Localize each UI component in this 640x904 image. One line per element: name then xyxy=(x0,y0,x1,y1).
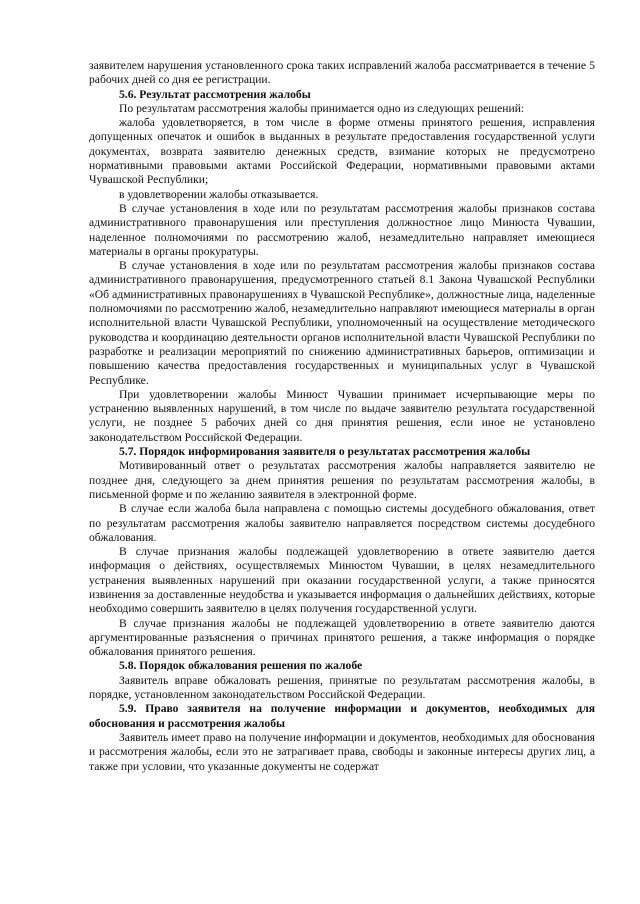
paragraph: В случае признания жалобы не подлежащей удовлетворению в ответе заявителю даются аргументированные разъяснения о причинах принятого решения, а также информация о порядке обжалования принятого решения. xyxy=(89,616,595,659)
paragraph: Заявитель имеет право на получение информации и документов, необходимых для обоснования и рассмотрения жалобы, если это не затрагивает права, свободы и законные интересы других лиц, а также при условии, что указанные документы не содержат xyxy=(89,730,595,773)
paragraph: в удовлетворении жалобы отказывается. xyxy=(119,187,319,201)
paragraph: В случае если жалоба была направлена с помощью системы досудебного обжалования, ответ по результатам рассмотрения жалобы заявителю направляется посредством системы досудебного обжалования. xyxy=(89,502,595,544)
section-heading-5-9: 5.9. Право заявителя на получение информации и документов, необходимых для обоснования и рассмотрения жалобы xyxy=(89,702,595,730)
paragraph: Заявитель вправе обжаловать решения, принятые по результатам рассмотрения жалобы, в порядке, установленном законодательством Российской Федерации. xyxy=(89,673,595,702)
paragraph: При удовлетворении жалобы Минюст Чувашии принимает исчерпывающие меры по устранению выявленных нарушений, в том числе по выдаче заявителю результата государственной услуги, не позднее 5 рабочих дней со дня принятия решения, если иное не установлено законодательством Российской Федерации. xyxy=(89,387,595,444)
document-page xyxy=(89,59,595,774)
paragraph: В случае установления в ходе или по результатам рассмотрения жалобы признаков состава административного правонарушения или преступления должностное лицо Минюста Чувашии, наделенное полномочиями по рассмотрению жалоб, незамедлительно направляет имеющиеся материалы в органы прокуратуры. xyxy=(89,201,595,258)
paragraph: Мотивированный ответ о результатах рассмотрения жалобы направляется заявителю не позднее дня, следующего за днем принятия решения по результатам рассмотрения жалобы, в письменной форме и по желанию заявителя в электронной форме. xyxy=(89,459,595,501)
paragraph: В случае установления в ходе или по результатам рассмотрения жалобы признаков состава административного правонарушения, предусмотренного статьей 8.1 Закона Чувашской Республики «Об административных правонарушениях в Чувашской Республике», должностные лица, наделенные полномочиями по рассмотрению жалоб, незамедлительно направляют имеющиеся материалы в орган исполнительной власти Чувашской Республики, уполномоченный на осуществление методического руководства и координацию деятельности органов исполнительной власти Чувашской Республики по разработке и реализации мероприятий по снижению административных барьеров, оптимизации и повышению качества предоставления государственных и муниципальных услуг в Чувашской Республике. xyxy=(89,259,595,387)
section-heading-5-8: 5.8. Порядок обжалования решения по жалобе xyxy=(119,659,363,673)
paragraph: жалоба удовлетворяется, в том числе в форме отмены принятого решения, исправления допущенных опечаток и ошибок в выданных в результате предоставления государственной услуги документах, возврата заявителю денежных средств, взимание которых не предусмотрено нормативными правовыми актами Российской Федерации, нормативными правовыми актами Чувашской Республики; xyxy=(89,116,595,187)
paragraph: В случае признания жалобы подлежащей удовлетворению в ответе заявителю дается информация о действиях, осуществляемых Минюстом Чувашии, в целях незамедлительного устранения выявленных нарушений при оказании государственной услуги, а также приносятся извинения за доставленные неудобства и указывается информация о дальнейших действиях, которые необходимо совершить заявителю в целях получения государственной услуги. xyxy=(89,545,595,616)
paragraph: По результатам рассмотрения жалобы принимается одно из следующих решений: xyxy=(119,101,525,115)
section-heading-5-7: 5.7. Порядок информирования заявителя о результатах рассмотрения жалобы xyxy=(119,445,531,459)
section-heading-5-6: 5.6. Результат рассмотрения жалобы xyxy=(119,87,311,101)
paragraph: заявителем нарушения установленного срока таких исправлений жалоба рассматривается в течение 5 рабочих дней со дня ее регистрации. xyxy=(89,59,595,87)
